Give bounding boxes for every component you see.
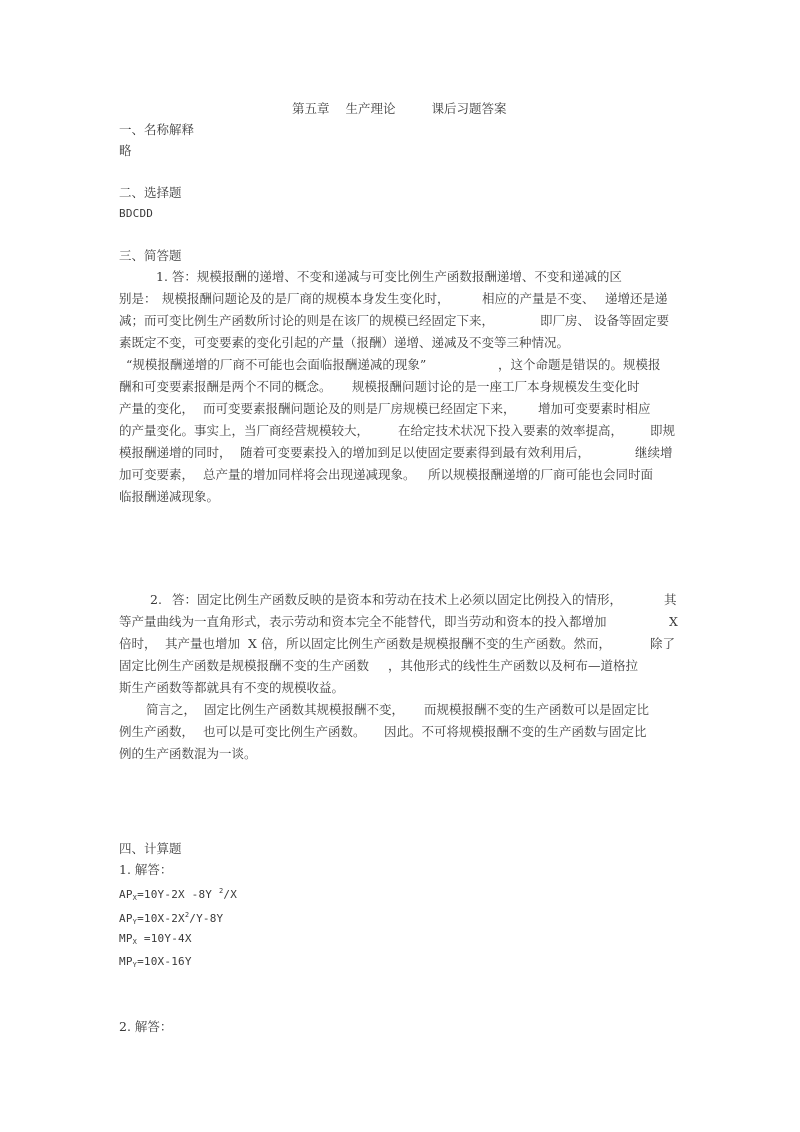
q1-line: 在给定技术状况下投入要素的效率提高，	[398, 423, 624, 438]
q1-line: 而可变要素报酬问题论及的则是厂房规模已经固定下来，	[203, 401, 516, 416]
q1-line: ，这个命题是错误的。规模报	[498, 357, 661, 372]
q1-line: 别是：	[119, 291, 157, 306]
q1-line: 模报酬递增的同时，	[119, 445, 232, 460]
q2-line: 2.	[150, 592, 162, 607]
q1-line: 1. 答：规模报酬的递增、不变和递减与可变比例生产函数报酬递增、不变和递减的区	[156, 269, 622, 284]
q2-line: 倍，所以固定比例生产函数是规模报酬不变的生产函数。然而，	[261, 636, 612, 651]
q1-line: 即厂房、	[540, 313, 591, 328]
q1-line: 即规	[650, 423, 676, 438]
q1-line: 减；而可变比例生产函数所讨论的则是在该厂的规模已经固定下来，	[119, 313, 495, 328]
q2-line: 也可以是可变比例生产函数。	[203, 724, 366, 739]
title-subtitle: 课后习题答案	[431, 101, 507, 116]
q1-line: 加可变要素，	[119, 467, 195, 482]
formula-mpx: $MP_X =10Y-4X$	[119, 932, 192, 946]
q2-line: 倍时，	[119, 636, 157, 651]
q2-line: 简言之，	[146, 702, 197, 717]
q1-line: 递增还是递	[605, 291, 668, 306]
section-heading-terms: 一、名称解释	[119, 122, 195, 137]
q1-line: 素既定不变，可变要素的变化引起的产量（报酬）递增、递减及不变等三种情况。	[119, 335, 570, 350]
formula-apy: $AP_Y=10X-2X^2/Y-8Y$	[119, 911, 224, 926]
q1-line: 设备等固定要	[594, 313, 670, 328]
q2-line: 答：固定比例生产函数反映的是资本和劳动在技术上必须以固定比例投入的情形，	[172, 592, 623, 607]
q1-line: 的产量变化。事实上，当厂商经营规模较大，	[119, 423, 370, 438]
q2-line: 因此。不可将规模报酬不变的生产函数与固定比	[384, 724, 647, 739]
section-heading-choice: 二、选择题	[119, 185, 182, 200]
q1-line: 规模报酬问题讨论的是一座工厂本身规模发生变化时	[352, 379, 640, 394]
q2-line: 除了	[650, 636, 676, 651]
title-subject: 生产理论	[345, 101, 396, 116]
q1-line: 规模报酬问题论及的是厂商的规模本身发生变化时，	[162, 291, 450, 306]
q2-line: 固定比例生产函数是规模报酬不变的生产函数	[119, 658, 370, 673]
q1-line: 继续增	[635, 445, 673, 460]
q2-line: 例生产函数，	[119, 724, 195, 739]
calc-q1-label: 1. 解答：	[119, 862, 173, 877]
q1-line: 随着可变要素投入的增加到足以使固定要素得到最有效利用后，	[240, 445, 591, 460]
q2-line: 等产量曲线为一直角形式，表示劳动和资本完全不能替代，即当劳动和资本的投入都增加	[119, 614, 607, 629]
section-heading-calculation: 四、计算题	[119, 841, 182, 856]
q1-line: 临报酬递减现象。	[119, 489, 220, 504]
q2-line: 固定比例生产函数其规模报酬不变，	[204, 702, 405, 717]
q1-line: 酬和可变要素报酬是两个不同的概念。	[119, 379, 332, 394]
q2-line: X	[669, 614, 678, 629]
q2-line: 斯生产函数等都就具有不变的规模收益。	[119, 680, 345, 695]
formula-mpy: $MP_Y=10X-16Y$	[119, 955, 192, 969]
q2-line: 例的生产函数混为一谈。	[119, 746, 257, 761]
q2-line: 其	[664, 592, 677, 607]
q2-line: 而规模报酬不变的生产函数可以是固定比	[424, 702, 650, 717]
section-terms-content: 略	[119, 143, 132, 158]
q1-line: 所以规模报酬递增的厂商可能也会同时面	[428, 467, 654, 482]
title-chapter: 第五章	[292, 101, 330, 116]
q1-line: 总产量的增加同样将会出现递减现象。	[203, 467, 416, 482]
formula-apx: $AP_X=10Y-2X$ -8Y $^2$/X	[119, 887, 238, 902]
page-title	[292, 100, 506, 118]
calc-q2-label: 2. 解答：	[119, 1019, 173, 1034]
choice-answer: BDCDD	[119, 207, 154, 220]
q2-line: 其产量也增加	[165, 636, 241, 651]
q1-line: 相应的产量是不变、	[482, 291, 595, 306]
q2-line: X	[248, 636, 257, 651]
q2-line: ，其他形式的线性生产函数以及柯布—道格拉	[388, 658, 639, 673]
q1-line: 增加可变要素时相应	[538, 401, 651, 416]
q1-line: “规模报酬递增的厂商不可能也会面临报酬递减的现象”	[126, 357, 427, 372]
section-heading-short-answer: 三、简答题	[119, 248, 182, 263]
q1-line: 产量的变化，	[119, 401, 195, 416]
